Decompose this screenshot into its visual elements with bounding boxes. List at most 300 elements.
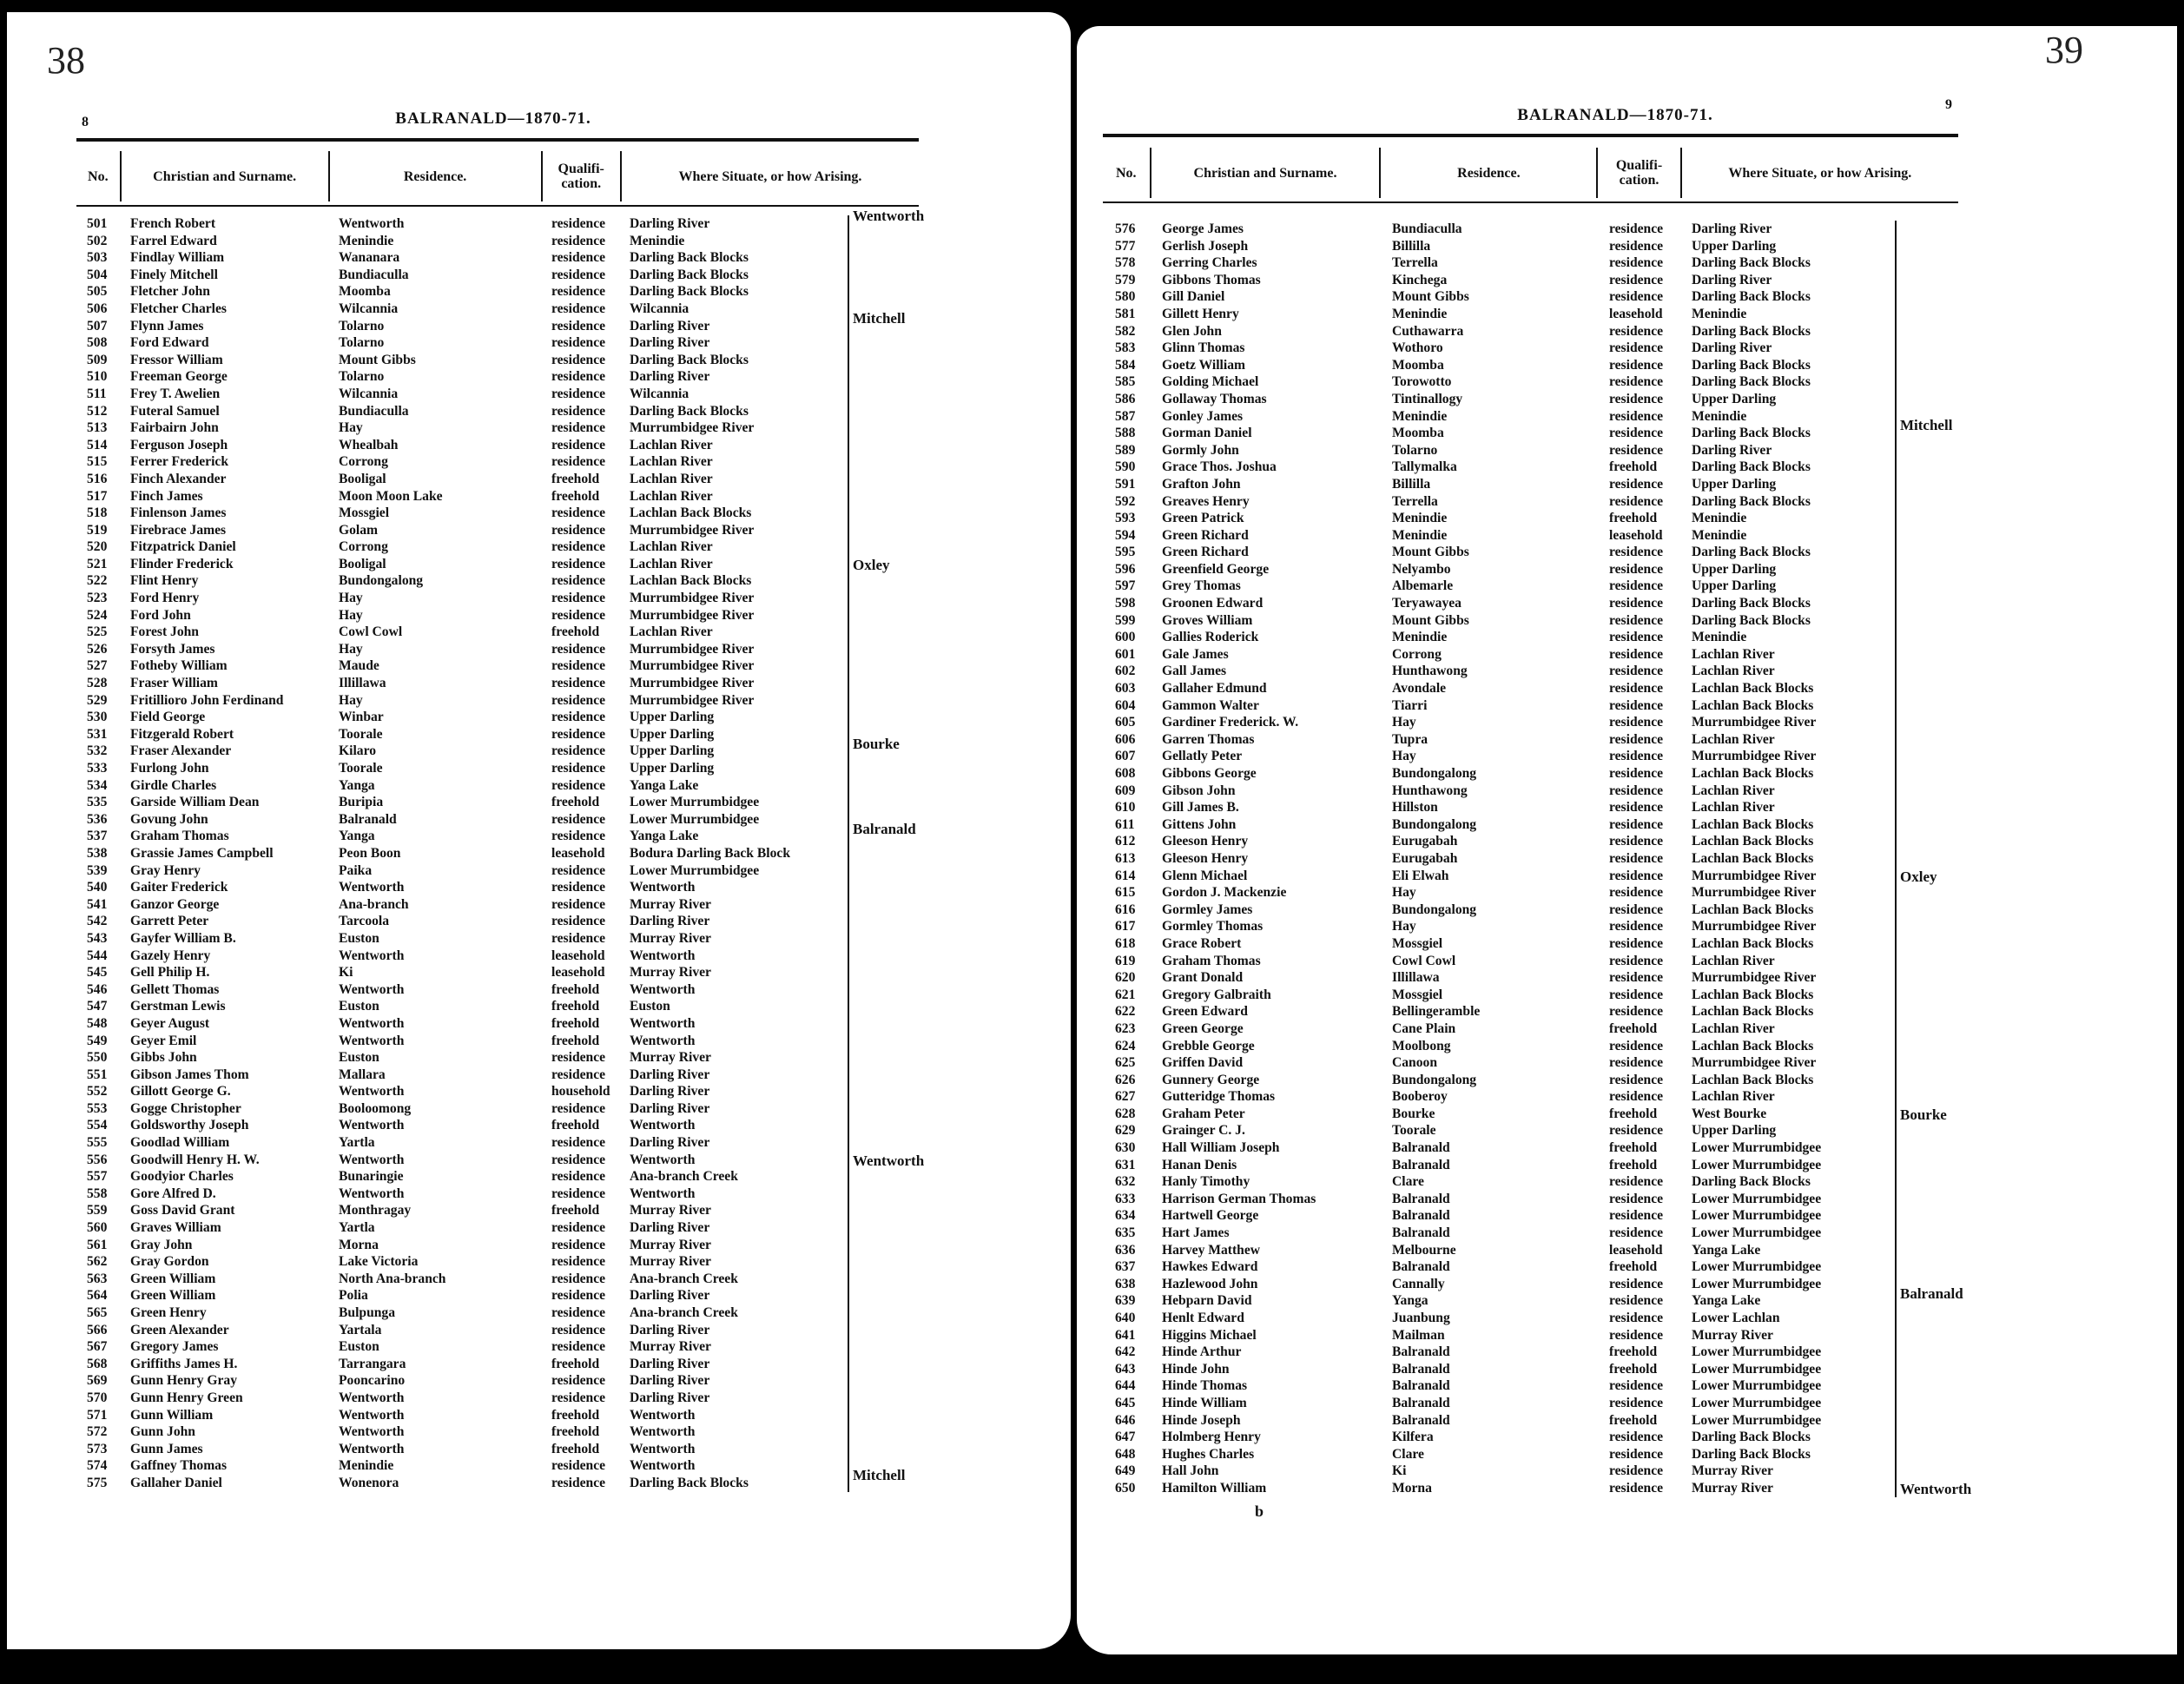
entry-residence: Wentworth	[339, 1084, 405, 1100]
entry-where: West Bourke	[1692, 1106, 1767, 1121]
entry-number: 555	[87, 1135, 108, 1151]
entry-residence: Wentworth	[339, 1424, 405, 1440]
table-row	[87, 488, 845, 505]
entry-name: Gale James	[1162, 646, 1229, 662]
group-bracket	[1895, 1463, 1897, 1497]
entry-residence: Tolarno	[339, 369, 385, 385]
column-headers	[1103, 148, 1958, 198]
entry-residence: Ki	[339, 965, 353, 981]
entry-residence: Wentworth	[339, 1152, 405, 1167]
entry-where: Menindie	[630, 233, 685, 248]
entry-where: Darling Back Blocks	[1692, 459, 1811, 475]
entry-number: 510	[87, 369, 108, 385]
table-row	[1115, 391, 1904, 408]
entry-name: Gunn William	[130, 1407, 214, 1423]
entry-residence: Wananara	[339, 250, 400, 266]
table-row	[1115, 493, 1904, 511]
entry-number: 543	[87, 930, 108, 946]
entry-qualification: residence	[1609, 1480, 1664, 1496]
entry-where: Darling River	[630, 914, 710, 929]
entry-qualification: household	[551, 1084, 610, 1100]
table-row	[87, 641, 845, 658]
table-row	[1115, 527, 1904, 545]
entry-name: Ford Edward	[130, 335, 209, 351]
table-row	[87, 1237, 845, 1254]
table-row	[1115, 1446, 1904, 1463]
entry-residence: Balranald	[1392, 1157, 1450, 1172]
table-row	[87, 948, 845, 965]
entry-qualification: residence	[1609, 970, 1664, 986]
entry-number: 549	[87, 1033, 108, 1048]
entry-qualification: residence	[551, 1237, 606, 1252]
entry-number: 645	[1115, 1395, 1136, 1410]
table-row	[87, 1304, 845, 1322]
entry-number: 597	[1115, 578, 1136, 594]
table-row	[1115, 1122, 1904, 1139]
entry-number: 584	[1115, 357, 1136, 373]
entry-residence: Moomba	[339, 284, 391, 300]
entry-number: 506	[87, 300, 108, 316]
entry-number: 519	[87, 522, 108, 538]
entry-residence: Moomba	[1392, 426, 1444, 441]
entry-where: Murray River	[1692, 1463, 1773, 1479]
table-row	[87, 1152, 845, 1169]
table-row	[87, 896, 845, 914]
table-row	[87, 419, 845, 437]
entry-qualification: residence	[551, 1152, 606, 1167]
header-residence: Residence.	[330, 151, 543, 201]
entry-name: Finch Alexander	[130, 471, 227, 486]
page-number: 9	[1945, 97, 1952, 112]
entry-qualification: leasehold	[1609, 1242, 1663, 1258]
entry-residence: Cowl Cowl	[1392, 953, 1456, 968]
table-row	[1115, 629, 1904, 646]
table-row	[87, 913, 845, 930]
entry-where: Darling River	[630, 1220, 710, 1236]
entry-residence: Paika	[339, 862, 373, 878]
entry-number: 606	[1115, 731, 1136, 747]
entry-qualification: residence	[551, 658, 606, 674]
table-row	[1115, 612, 1904, 630]
entry-number: 605	[1115, 715, 1136, 730]
district-label: Bourke	[1900, 1106, 1947, 1123]
entry-name: Gunn Henry Gray	[130, 1373, 238, 1389]
entry-number: 573	[87, 1441, 108, 1456]
entry-qualification: residence	[551, 743, 606, 759]
entry-name: Gregory Galbraith	[1162, 987, 1271, 1002]
entry-where: Darling River	[630, 1373, 710, 1389]
entry-where: Menindie	[1692, 630, 1747, 645]
entry-number: 554	[87, 1118, 108, 1133]
entry-residence: Euston	[339, 930, 379, 946]
entry-qualification: residence	[1609, 1293, 1664, 1309]
table-row	[87, 1271, 845, 1288]
table-row	[87, 709, 845, 726]
entry-number: 599	[1115, 612, 1136, 628]
entry-residence: Menindie	[1392, 630, 1448, 645]
table-row	[87, 538, 845, 556]
entry-number: 552	[87, 1084, 108, 1100]
table-row	[87, 726, 845, 743]
entry-qualification: residence	[1609, 374, 1664, 390]
entry-where: Murrumbidgee River	[630, 676, 755, 691]
entry-where: Lachlan Back Blocks	[1692, 681, 1814, 697]
entry-qualification: residence	[551, 216, 606, 231]
entry-qualification: leasehold	[1609, 527, 1663, 543]
entry-qualification: freehold	[1609, 1412, 1658, 1428]
entry-qualification: residence	[1609, 1430, 1664, 1445]
entry-residence: Euston	[339, 1050, 379, 1066]
entry-number: 502	[87, 233, 108, 248]
entry-name: Finlenson James	[130, 505, 227, 521]
entry-residence: Toorale	[339, 761, 383, 776]
entry-number: 516	[87, 471, 108, 486]
entry-where: Lachlan River	[630, 454, 713, 470]
entry-qualification: residence	[551, 437, 606, 452]
entry-where: Lower Murrumbidgee	[1692, 1395, 1822, 1410]
entry-residence: Monthragay	[339, 1203, 412, 1218]
entry-where: Wilcannia	[630, 386, 690, 401]
entry-qualification: residence	[551, 573, 606, 589]
entry-name: Gittens John	[1162, 816, 1237, 832]
entry-name: Green Edward	[1162, 1004, 1248, 1020]
entry-name: Gill Daniel	[1162, 289, 1225, 305]
entry-number: 544	[87, 948, 108, 963]
entry-name: Gerring Charles	[1162, 255, 1257, 271]
running-head: BALRANALD—1870-71.	[1517, 106, 1713, 124]
entry-qualification: residence	[1609, 1191, 1664, 1206]
entry-name: Geyer Emil	[130, 1033, 197, 1048]
entry-number: 572	[87, 1424, 108, 1440]
entry-name: Fletcher John	[130, 284, 210, 300]
entry-number: 585	[1115, 374, 1136, 390]
entry-where: Menindie	[1692, 306, 1747, 321]
entry-number: 601	[1115, 646, 1136, 662]
entry-where: Murrumbidgee River	[630, 692, 755, 708]
entry-name: Ferguson Joseph	[130, 437, 228, 452]
entry-qualification: freehold	[551, 624, 600, 640]
top-rule	[76, 138, 919, 142]
table-row	[1115, 561, 1904, 578]
entry-qualification: residence	[1609, 681, 1664, 697]
entry-where: Darling River	[630, 1100, 710, 1116]
entry-number: 548	[87, 1015, 108, 1031]
entry-name: Gellett Thomas	[130, 981, 220, 997]
entry-qualification: residence	[1609, 1395, 1664, 1410]
entry-qualification: residence	[1609, 1225, 1664, 1241]
table-row	[1115, 987, 1904, 1004]
entry-qualification: residence	[551, 522, 606, 538]
entry-qualification: residence	[551, 1100, 606, 1116]
entry-name: Gunn Henry Green	[130, 1390, 243, 1405]
entry-where: Murray River	[630, 965, 711, 981]
entry-name: Forsyth James	[130, 641, 215, 657]
table-row	[1115, 799, 1904, 816]
table-row	[1115, 1139, 1904, 1157]
entry-qualification: residence	[1609, 731, 1664, 747]
entry-residence: North Ana-branch	[339, 1271, 446, 1286]
entry-name: Freeman George	[130, 369, 228, 385]
entry-where: Lachlan River	[630, 488, 713, 504]
entry-number: 615	[1115, 885, 1136, 901]
entry-where: Darling River	[630, 1288, 710, 1304]
entry-number: 616	[1115, 901, 1136, 917]
entry-where: Lachlan Back Blocks	[1692, 1072, 1814, 1087]
entry-where: Darling River	[630, 1067, 710, 1082]
table-row	[1115, 918, 1904, 935]
table-row	[1115, 408, 1904, 426]
entry-residence: Balranald	[1392, 1191, 1450, 1206]
entry-name: Gardiner Frederick. W.	[1162, 715, 1299, 730]
table-row	[87, 471, 845, 488]
entry-name: Grace Robert	[1162, 935, 1242, 951]
entry-residence: Menindie	[339, 1458, 394, 1474]
entry-qualification: residence	[551, 1169, 606, 1185]
entry-name: Hinde Joseph	[1162, 1412, 1241, 1428]
entry-qualification: leasehold	[551, 845, 605, 861]
entry-qualification: freehold	[551, 1015, 600, 1031]
entry-number: 542	[87, 914, 108, 929]
entry-residence: Peon Boon	[339, 845, 401, 861]
entry-number: 650	[1115, 1480, 1136, 1496]
entry-number: 640	[1115, 1311, 1136, 1325]
table-row	[1115, 1157, 1904, 1174]
entry-qualification: residence	[1609, 272, 1664, 287]
entry-number: 576	[1115, 221, 1136, 236]
header-name: Christian and Surname.	[122, 151, 330, 201]
entry-residence: Yanga	[1392, 1293, 1429, 1309]
entry-number: 580	[1115, 289, 1136, 305]
entry-qualification: residence	[551, 267, 606, 282]
entry-qualification: residence	[551, 1339, 606, 1355]
entry-where: Lower Murrumbidgee	[1692, 1344, 1822, 1360]
entry-residence: Tolarno	[1392, 442, 1438, 458]
entry-residence: Mailman	[1392, 1327, 1445, 1343]
entry-where: Murrumbidgee River	[1692, 885, 1817, 901]
entry-qualification: residence	[1609, 1123, 1664, 1139]
entry-qualification: residence	[551, 761, 606, 776]
entry-name: Gray Henry	[130, 862, 201, 878]
entry-where: Lachlan River	[630, 539, 713, 555]
entry-where: Lower Murrumbidgee	[630, 811, 760, 827]
table-row	[1115, 373, 1904, 391]
table-row	[1115, 459, 1904, 476]
table-row	[87, 334, 845, 352]
entry-residence: Wothoro	[1392, 340, 1443, 356]
entry-name: Greenfield George	[1162, 561, 1270, 577]
entry-qualification: freehold	[551, 1118, 600, 1133]
table-row	[1115, 765, 1904, 783]
entry-name: Goss David Grant	[130, 1203, 235, 1218]
entry-where: Ana-branch Creek	[630, 1169, 738, 1185]
entry-qualification: leasehold	[1609, 306, 1663, 321]
entry-number: 530	[87, 710, 108, 725]
district-label: Balranald	[1900, 1284, 1963, 1302]
entry-number: 632	[1115, 1174, 1136, 1190]
entry-where: Lachlan Back Blocks	[1692, 816, 1814, 832]
signature-mark: b	[1255, 1502, 1264, 1520]
entry-number: 501	[87, 216, 108, 231]
entry-number: 547	[87, 999, 108, 1014]
entry-qualification: residence	[1609, 953, 1664, 968]
entry-qualification: residence	[1609, 357, 1664, 373]
table-row	[87, 386, 845, 403]
entry-qualification: residence	[551, 284, 606, 300]
entry-residence: Yartala	[339, 1322, 382, 1337]
entry-where: Lower Murrumbidgee	[1692, 1191, 1822, 1206]
entry-where: Lachlan River	[630, 556, 713, 571]
table-row	[1115, 1173, 1904, 1191]
entry-name: Garside William Dean	[130, 795, 260, 810]
table-row	[87, 1475, 845, 1492]
entry-qualification: freehold	[1609, 1106, 1658, 1121]
entry-residence: Albemarle	[1392, 578, 1454, 594]
entry-number: 598	[1115, 596, 1136, 611]
entry-qualification: residence	[1609, 1311, 1664, 1325]
entry-residence: Yartla	[339, 1135, 375, 1151]
table-row	[87, 1015, 845, 1033]
entry-residence: Morna	[1392, 1480, 1432, 1496]
entry-qualification: residence	[1609, 596, 1664, 611]
table-row	[87, 998, 845, 1015]
table-row	[87, 300, 845, 318]
entry-residence: Golam	[339, 522, 379, 538]
entry-name: Gorman Daniel	[1162, 426, 1252, 441]
entry-number: 620	[1115, 970, 1136, 986]
entry-qualification: freehold	[551, 1441, 600, 1456]
entry-number: 533	[87, 761, 108, 776]
table-row	[87, 1049, 845, 1067]
entry-residence: Wentworth	[339, 1033, 405, 1048]
entry-name: Ford John	[130, 607, 191, 623]
entry-residence: Bundiaculla	[1392, 221, 1462, 236]
entry-where: Darling Back Blocks	[1692, 426, 1811, 441]
entry-qualification: residence	[1609, 1463, 1664, 1479]
entry-where: Lachlan Back Blocks	[1692, 697, 1814, 713]
entry-number: 545	[87, 965, 108, 981]
entry-residence: Euston	[339, 999, 379, 1014]
entry-name: Gallaher Daniel	[130, 1475, 222, 1490]
entry-qualification: residence	[551, 352, 606, 367]
table-row	[1115, 476, 1904, 493]
header-qualification: Qualifi-cation.	[1598, 148, 1681, 198]
entry-where: Yanga Lake	[630, 829, 699, 844]
entry-name: Gallaher Edmund	[1162, 681, 1267, 697]
entry-name: Grace Thos. Joshua	[1162, 459, 1277, 475]
entry-name: Gollaway Thomas	[1162, 391, 1267, 406]
entry-number: 602	[1115, 664, 1136, 679]
entry-number: 551	[87, 1067, 108, 1082]
entry-number: 589	[1115, 442, 1136, 458]
entry-name: Fraser William	[130, 676, 218, 691]
table-row	[1115, 1003, 1904, 1020]
group-bracket	[848, 1458, 849, 1492]
entry-number: 610	[1115, 800, 1136, 816]
entry-residence: Yanga	[339, 829, 375, 844]
table-row	[87, 556, 845, 573]
table-row	[87, 249, 845, 267]
entry-residence: Wonenora	[339, 1475, 399, 1490]
table-row	[87, 675, 845, 692]
entry-qualification: residence	[1609, 578, 1664, 594]
entry-number: 532	[87, 743, 108, 759]
entry-qualification: residence	[1609, 1276, 1664, 1291]
entry-number: 604	[1115, 697, 1136, 713]
entry-residence: Whealbah	[339, 437, 399, 452]
entry-where: Lachlan River	[1692, 953, 1775, 968]
entry-qualification: residence	[551, 1288, 606, 1304]
entry-qualification: residence	[1609, 868, 1664, 883]
table-row	[87, 215, 845, 233]
entry-name: Hinde John	[1162, 1361, 1230, 1377]
entry-name: Glenn Michael	[1162, 868, 1248, 883]
table-row	[1115, 1395, 1904, 1412]
entry-number: 609	[1115, 783, 1136, 798]
table-row	[87, 743, 845, 760]
entry-qualification: residence	[551, 726, 606, 742]
entry-residence: Bellingeramble	[1392, 1004, 1481, 1020]
entry-residence: Menindie	[1392, 306, 1448, 321]
entry-number: 633	[1115, 1191, 1136, 1206]
table-row	[87, 403, 845, 420]
table-row	[1115, 969, 1904, 987]
entry-residence: Ana-branch	[339, 896, 409, 912]
table-row	[87, 1338, 845, 1356]
entry-residence: Bundongalong	[1392, 816, 1477, 832]
entry-name: Gibbons Thomas	[1162, 272, 1261, 287]
entry-residence: Yartla	[339, 1220, 375, 1236]
entry-where: Bodura Darling Back Block	[630, 845, 790, 861]
entry-where: Lachlan Back Blocks	[1692, 766, 1814, 781]
entry-qualification: residence	[551, 539, 606, 555]
entry-name: Ganzor George	[130, 896, 220, 912]
entry-number: 608	[1115, 766, 1136, 781]
entry-where: Wentworth	[630, 1458, 696, 1474]
entry-residence: Canoon	[1392, 1055, 1437, 1071]
table-row	[87, 607, 845, 624]
entry-residence: Balranald	[1392, 1378, 1450, 1394]
entry-name: Gutteridge Thomas	[1162, 1089, 1276, 1105]
entry-where: Wentworth	[630, 880, 696, 895]
entry-number: 558	[87, 1185, 108, 1201]
entry-number: 577	[1115, 238, 1136, 254]
entry-qualification: residence	[1609, 1038, 1664, 1053]
table-row	[1115, 680, 1904, 697]
entry-qualification: residence	[1609, 715, 1664, 730]
entry-qualification: residence	[551, 386, 606, 401]
entry-qualification: residence	[551, 710, 606, 725]
table-row	[87, 505, 845, 522]
entry-qualification: residence	[551, 556, 606, 571]
entry-where: Wentworth	[630, 1441, 696, 1456]
table-row	[87, 233, 845, 250]
entry-qualification: residence	[551, 454, 606, 470]
entry-number: 565	[87, 1305, 108, 1320]
entry-number: 594	[1115, 527, 1136, 543]
entry-where: Lower Murrumbidgee	[630, 795, 760, 810]
entry-number: 526	[87, 641, 108, 657]
entry-where: Darling River	[630, 1135, 710, 1151]
entry-number: 635	[1115, 1225, 1136, 1241]
entry-number: 592	[1115, 493, 1136, 509]
district-label: Oxley	[1900, 868, 1937, 885]
table-row	[87, 1423, 845, 1441]
entry-where: Wentworth	[630, 1015, 696, 1031]
entry-where: Darling Back Blocks	[630, 403, 749, 419]
entry-name: Hamilton William	[1162, 1480, 1267, 1496]
entry-qualification: residence	[551, 914, 606, 929]
entry-residence: Moomba	[1392, 357, 1444, 373]
